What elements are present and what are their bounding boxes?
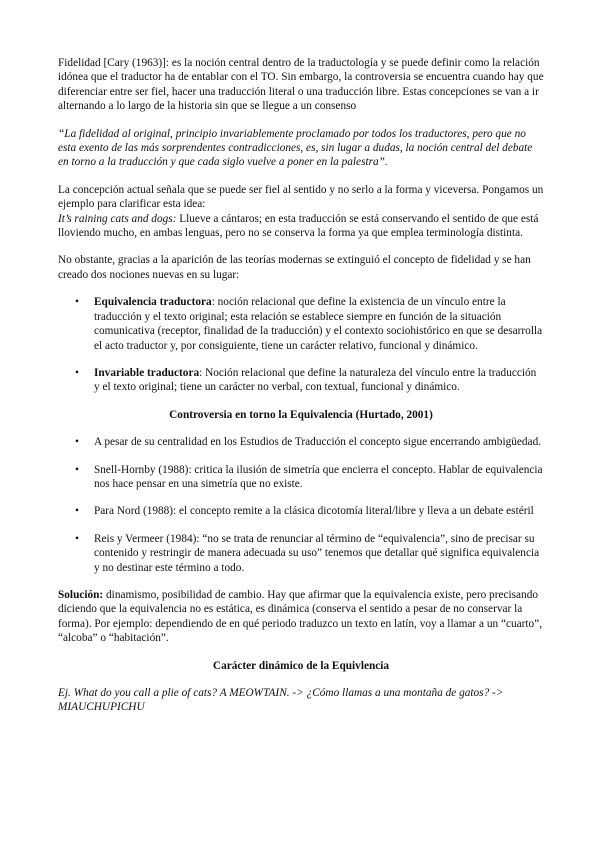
example-joke: Ej. What do you call a plie of cats? A MEOWTAIN. -> ¿Cómo llamas a una montaña de gatos? -> MIAUCHUPICHU [58, 687, 504, 714]
concept-text: La concepción actual señala que se puede ser fiel al sentido y no serlo a la forma y viceversa. Pongamos un ejemplo para clarificar esta idea: [58, 183, 544, 211]
list-item-text: Reis y Vermeer (1984): “no se trata de renunciar al término de “equivalencia”, sino de precisar su contenido y restringir de manera adecuada su uso” tenemos que detallar qué significa equivalencia y no destinar este término a todo. [94, 532, 540, 574]
solution-text: dinamismo, posibilidad de cambio. Hay que afirmar que la equivalencia existe, pero precisando diciendo que la equivalencia no es estática, es dinámica (conserva el sentido a pesar de no conservar la forma). Por ejemplo: dependiendo de en qué periodo traduzco un texto en latín, voy a llamar a un “cuarto”, “alcoba” o “habitación”. [58, 588, 543, 645]
list-item [58, 295, 544, 353]
bullet-icon: • [75, 505, 79, 518]
list-item-text: Para Nord (1988): el concepto remite a la clásica dicotomía literal/libre y lleva a un debate estéril [94, 505, 534, 518]
document-page [58, 56, 544, 715]
modern-theories-paragraph: No obstante, gracias a la aparición de las teorías modernas se extinguió el concepto de fidelidad y se han creado dos nociones nuevas en su lugar: [58, 254, 531, 281]
bullet-icon: • [75, 532, 79, 545]
intro-paragraph: Fidelidad [Cary (1963)]: es la noción central dentro de la traductología y se puede definir como la relación idónea que el traductor ha de entablar con el TO. Sin embargo, la controversia se encuentra cuando hay que diferenciar entre ser fiel, hacer una traducción literal o una traducción libre. Estas concepciones se van a ir alternando a lo largo de la historia sin que se llegue a un consenso [58, 57, 544, 113]
list-item [58, 504, 544, 518]
fidelity-quote: “La fidelidad al original, principio invariablemente proclamado por todos los traductores, pero que no esta exento de las más sorprendentes contradicciones, es, sin lugar a dudas, la noción central del debate en torno a la traducción y que cada siglo vuelve a poner en la palestra”. [58, 127, 533, 169]
notion-term: Invariable traductora [94, 366, 200, 379]
solution-paragraph [58, 588, 544, 646]
bullet-icon: • [75, 463, 79, 476]
solution-label: Solución: [58, 588, 104, 601]
example-phrase: It’s raining cats and dogs: [58, 212, 177, 225]
bullet-icon: • [75, 436, 79, 449]
list-item [58, 366, 544, 395]
list-item [58, 463, 544, 492]
list-item [58, 532, 544, 575]
notion-definition: : noción relacional que define la existencia de un vínculo entre la traducción y el texto original; esta relación se establece siempre en función de la situación comunicativa (receptor, finalidad de la traducción) y el contexto sociohistórico en que se desarrolla el acto traductor y, por consiguiente, tiene un carácter relativo, funcional y dinámico. [94, 296, 543, 352]
controversy-list [58, 435, 544, 575]
notion-term: Equivalencia traductora [94, 296, 212, 309]
section-heading-controversy: Controversia en torno la Equivalencia (Hurtado, 2001) [169, 408, 433, 421]
example-explanation: Llueve a cántaros; en esta traducción se está conservando el sentido de que está lloviendo mucho, en ambas lenguas, pero no se conserva la forma ya que emplea terminología distinta. [58, 212, 539, 240]
list-item [58, 435, 544, 449]
bullet-icon: • [75, 366, 79, 379]
list-item-text: A pesar de su centralidad en los Estudios de Traducción el concepto sigue encerrando ambigüedad. [94, 436, 542, 449]
concept-paragraph [58, 183, 544, 241]
bullet-icon: • [75, 296, 79, 309]
list-item-text: Snell-Hornby (1988): critica la ilusión de simetría que encierra el concepto. Hablar de equivalencia nos hace pensar en una simetría que no existe. [94, 463, 543, 490]
section-heading-dynamic: Carácter dinámico de la Equivlencia [212, 659, 390, 672]
notion-definition: : Noción relacional que define la naturaleza del vínculo entre la traducción y el texto original; tiene un carácter no verbal, con textual, funcional y dinámico. [94, 366, 537, 394]
notions-list [58, 295, 544, 394]
